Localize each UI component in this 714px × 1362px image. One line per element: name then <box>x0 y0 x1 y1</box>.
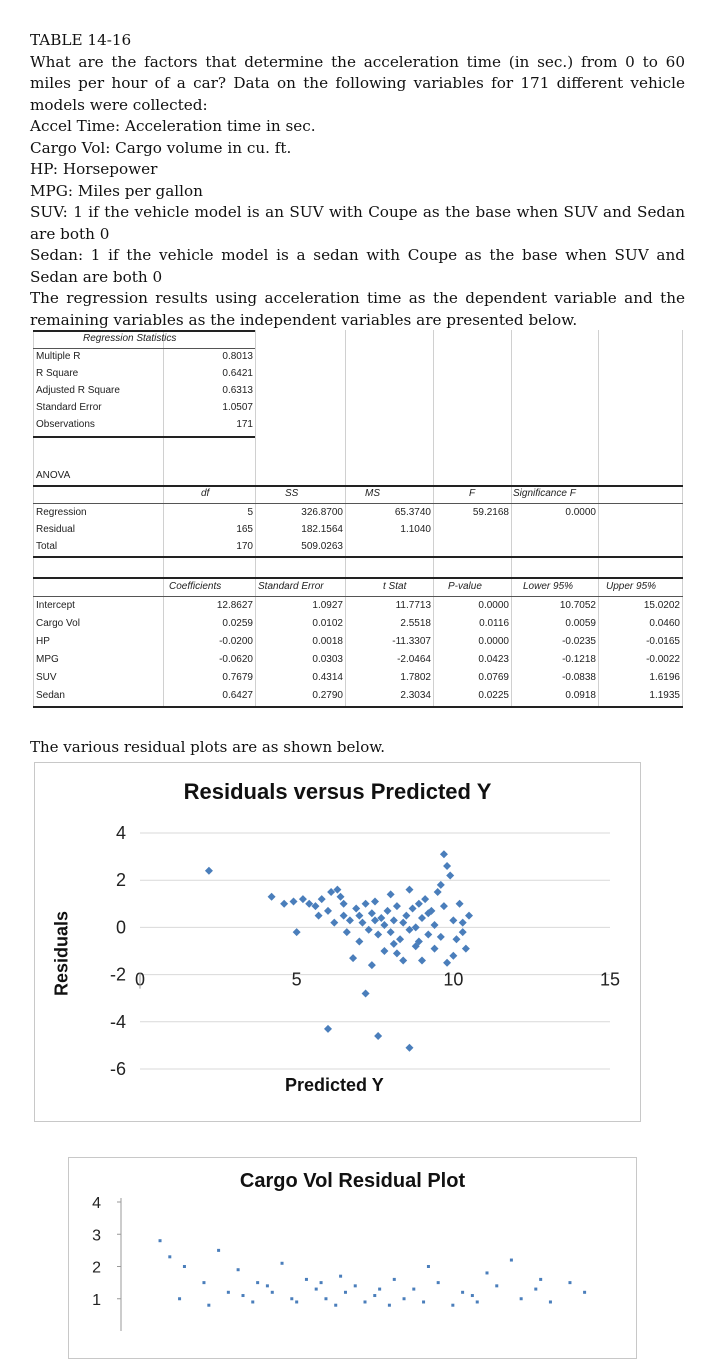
coef-cell: 2.3034 <box>400 690 431 701</box>
data-point <box>440 902 448 910</box>
coef-cell: 0.0102 <box>312 618 343 629</box>
data-point <box>380 947 388 955</box>
data-point <box>405 1044 413 1052</box>
anova-cell: 170 <box>236 541 253 552</box>
coef-row <box>33 652 683 669</box>
data-point <box>384 907 392 915</box>
data-point <box>305 1278 308 1281</box>
data-point <box>476 1300 479 1303</box>
data-point <box>373 1294 376 1297</box>
data-point <box>409 905 417 913</box>
y-tick-label: 2 <box>92 1259 101 1277</box>
data-point <box>393 949 401 957</box>
coef-cell: -0.0838 <box>562 672 596 683</box>
data-point <box>402 912 410 920</box>
data-point <box>462 945 470 953</box>
coef-row-label: HP <box>36 636 50 647</box>
coef-cell: 1.1935 <box>649 690 680 701</box>
data-point <box>268 893 276 901</box>
data-point <box>486 1271 489 1274</box>
reg-stats-header: Regression Statistics <box>83 333 177 344</box>
stat-label: Standard Error <box>36 402 102 413</box>
data-point <box>583 1291 586 1294</box>
y-tick-label: -6 <box>109 1059 126 1079</box>
coef-cell: 0.0460 <box>649 618 680 629</box>
anova-cell: 5 <box>247 507 253 518</box>
coef-cell: 0.0225 <box>478 690 509 701</box>
stat-label: Multiple R <box>36 351 81 362</box>
y-tick-label: -4 <box>109 1011 126 1032</box>
x-tick-label: 0 <box>134 969 146 990</box>
coef-row-label: Intercept <box>36 600 75 611</box>
data-point <box>399 919 407 927</box>
data-point <box>461 1291 464 1294</box>
data-point <box>217 1249 220 1252</box>
data-point <box>202 1281 205 1284</box>
data-point <box>318 895 326 903</box>
x-tick-label: 10 <box>443 969 464 990</box>
chart2-title: Cargo Vol Residual Plot <box>239 1170 466 1192</box>
data-point <box>299 895 307 903</box>
coef-row-label: Sedan <box>36 690 65 701</box>
data-point <box>340 900 348 908</box>
data-point <box>443 862 451 870</box>
data-point <box>320 1281 323 1284</box>
anova-cell: 59.2168 <box>472 507 509 518</box>
data-point <box>334 1304 337 1307</box>
data-point <box>364 1300 367 1303</box>
variable-accel: Accel Time: Acceleration time in sec. <box>30 117 316 135</box>
stat-label: Adjusted R Square <box>36 385 120 396</box>
coef-cell: 11.7713 <box>395 600 431 611</box>
data-point <box>315 912 323 920</box>
data-point <box>437 881 445 889</box>
data-point <box>422 1300 425 1303</box>
data-point <box>387 928 395 936</box>
data-point <box>495 1284 498 1287</box>
data-point <box>456 900 464 908</box>
data-point <box>459 919 467 927</box>
y-tick-label: -2 <box>109 964 126 985</box>
data-point <box>421 895 429 903</box>
data-point <box>290 1297 293 1300</box>
coef-cell: -11.3307 <box>392 636 431 647</box>
data-point <box>266 1284 269 1287</box>
anova-cell: 65.3740 <box>394 507 431 518</box>
data-point <box>368 909 376 917</box>
data-point <box>539 1278 542 1281</box>
coef-cell: 15.0202 <box>643 600 680 611</box>
data-point <box>349 954 357 962</box>
anova-header-ss: SS <box>285 488 299 499</box>
residual-intro: The various residual plots are as shown below. <box>30 738 386 756</box>
data-point <box>324 907 332 915</box>
coef-cell: 0.0769 <box>478 672 509 683</box>
data-point <box>315 1288 318 1291</box>
data-point <box>440 850 448 858</box>
data-point <box>446 871 454 879</box>
y-tick-label: 3 <box>92 1227 101 1245</box>
data-point <box>358 919 366 927</box>
data-point <box>418 956 426 964</box>
coef-header: Upper 95% <box>606 581 657 592</box>
data-point <box>290 897 298 905</box>
data-point <box>520 1297 523 1300</box>
coef-cell: 0.0116 <box>479 618 509 629</box>
data-point <box>418 914 426 922</box>
data-point <box>371 897 379 905</box>
y-tick-label: 4 <box>115 823 126 843</box>
variable-mpg: MPG: Miles per gallon <box>30 181 203 200</box>
data-point <box>168 1255 171 1258</box>
data-point <box>355 938 363 946</box>
coef-cell: 1.0927 <box>312 600 343 611</box>
coef-cell: -2.0464 <box>397 654 431 665</box>
data-point <box>183 1265 186 1268</box>
chart1-xlabel: Predicted Y <box>285 1075 384 1095</box>
data-point <box>437 933 445 941</box>
data-point <box>368 961 376 969</box>
coef-cell: -0.0200 <box>219 636 253 647</box>
anova-title: ANOVA <box>36 470 71 481</box>
coef-cell: 2.5518 <box>400 618 431 629</box>
coef-cell: 0.6427 <box>222 690 253 701</box>
data-point <box>510 1259 513 1262</box>
data-point <box>465 912 473 920</box>
data-point <box>295 1300 298 1303</box>
data-point <box>343 928 351 936</box>
data-point <box>396 935 404 943</box>
coef-cell: 10.7052 <box>559 600 596 611</box>
data-point <box>393 1278 396 1281</box>
stat-value: 171 <box>236 419 253 430</box>
anova-row-label: Regression <box>36 507 87 518</box>
coef-header: Coefficients <box>169 581 222 592</box>
coef-row <box>33 616 683 633</box>
data-point <box>227 1291 230 1294</box>
variable-cargo: Cargo Vol: Cargo volume in cu. ft. <box>30 138 292 157</box>
data-point <box>178 1297 181 1300</box>
data-point <box>452 935 460 943</box>
data-point <box>459 928 467 936</box>
data-point <box>374 930 382 938</box>
chart1-ylabel: Residuals <box>51 910 72 997</box>
data-point <box>352 905 360 913</box>
coef-cell: 12.8627 <box>216 600 253 611</box>
data-point <box>207 1304 210 1307</box>
question-intro: What are the factors that determine the acceleration time (in sec.) from 0 to 60 miles per hour of a car? Data on the following variables for 171 different vehicle models were collected: <box>30 52 685 114</box>
data-point <box>271 1291 274 1294</box>
anova-cell: 182.1564 <box>301 524 343 535</box>
coef-cell: 1.7802 <box>400 672 431 683</box>
data-point <box>362 989 370 997</box>
anova-cell: 165 <box>236 524 253 535</box>
anova-cell: 509.0263 <box>301 541 343 552</box>
data-point <box>330 919 338 927</box>
chart1-title: Residuals versus Predicted Y <box>183 779 492 804</box>
y-tick-label: 0 <box>115 917 126 938</box>
data-point <box>431 945 439 953</box>
data-point <box>412 1288 415 1291</box>
anova-row-label: Residual <box>36 524 75 535</box>
data-point <box>293 928 301 936</box>
data-point <box>388 1304 391 1307</box>
data-point <box>281 1262 284 1265</box>
coef-header: Standard Error <box>258 581 324 592</box>
x-tick-label: 5 <box>291 969 302 990</box>
data-point <box>549 1300 552 1303</box>
data-point <box>159 1239 162 1242</box>
data-point <box>434 888 442 896</box>
coef-row <box>33 688 683 705</box>
data-point <box>205 867 213 875</box>
coef-cell: 0.0000 <box>478 600 509 611</box>
coef-row-label: Cargo Vol <box>36 618 80 629</box>
data-point <box>399 956 407 964</box>
anova-cell: 1.1040 <box>400 524 431 535</box>
anova-cell: 0.0000 <box>565 507 596 518</box>
data-point <box>251 1300 254 1303</box>
coef-cell: -0.0620 <box>219 654 253 665</box>
data-point <box>534 1288 537 1291</box>
data-point <box>387 890 395 898</box>
data-point <box>405 886 413 894</box>
table-id: TABLE 14-16 <box>30 31 132 49</box>
coef-cell: -0.1218 <box>562 654 596 665</box>
coef-row-label: SUV <box>36 672 57 683</box>
data-point <box>256 1281 259 1284</box>
data-point <box>427 1265 430 1268</box>
residuals-vs-predicted-plot <box>35 763 640 1121</box>
coef-cell: 1.6196 <box>649 672 680 683</box>
stat-value: 0.6421 <box>222 368 253 379</box>
data-point <box>324 1297 327 1300</box>
coef-header: P-value <box>448 581 482 592</box>
data-point <box>362 900 370 908</box>
data-point <box>324 1025 332 1033</box>
data-point <box>449 952 457 960</box>
data-point <box>374 1032 382 1040</box>
stat-label: Observations <box>36 419 95 430</box>
data-point <box>568 1281 571 1284</box>
data-point <box>437 1281 440 1284</box>
anova-row-label: Total <box>36 541 58 552</box>
x-tick-label: 15 <box>599 969 621 990</box>
data-point <box>337 893 345 901</box>
data-point <box>403 1297 406 1300</box>
coef-cell: -0.0165 <box>646 636 680 647</box>
variable-suv: SUV: 1 if the vehicle model is an SUV with Coupe as the base when SUV and Sedan are both 0 <box>30 203 685 243</box>
coef-cell: 0.0918 <box>565 690 596 701</box>
data-point <box>451 1304 454 1307</box>
anova-cell: 326.8700 <box>301 507 343 518</box>
stat-label: R Square <box>36 368 79 379</box>
data-point <box>449 916 457 924</box>
data-point <box>339 1275 342 1278</box>
anova-header-f: F <box>469 488 476 499</box>
y-tick-label: 4 <box>92 1195 101 1212</box>
coef-cell: 0.0423 <box>478 654 509 665</box>
data-point <box>378 1288 381 1291</box>
data-point <box>354 1284 357 1287</box>
coef-row <box>33 634 683 651</box>
data-point <box>443 959 451 967</box>
coef-cell: 0.0059 <box>565 618 596 629</box>
coef-row-label: MPG <box>36 654 59 665</box>
anova-header-df: df <box>201 488 210 499</box>
coef-cell: 0.2790 <box>312 690 343 701</box>
coef-cell: -0.0022 <box>646 654 680 665</box>
data-point <box>415 900 423 908</box>
residuals-vs-predicted-chart <box>34 762 641 1122</box>
data-point <box>242 1294 245 1297</box>
data-point <box>340 912 348 920</box>
coef-row <box>33 598 683 615</box>
anova-header-ms: MS <box>365 488 380 499</box>
variable-hp: HP: Horsepower <box>30 160 158 178</box>
data-point <box>344 1291 347 1294</box>
coef-cell: 0.0259 <box>222 618 253 629</box>
coef-row <box>33 670 683 687</box>
question-text <box>30 30 685 331</box>
coef-cell: -0.0235 <box>562 636 596 647</box>
data-point <box>390 940 398 948</box>
variable-sedan: Sedan: 1 if the vehicle model is a sedan with Coupe as the base when SUV and Sedan are both 0 <box>30 246 685 286</box>
y-tick-label: 1 <box>92 1291 101 1309</box>
coef-cell: 0.0018 <box>312 636 343 647</box>
data-point <box>355 912 363 920</box>
coef-cell: 0.0000 <box>478 636 509 647</box>
y-tick-label: 2 <box>115 870 126 891</box>
stat-value: 0.6313 <box>222 385 253 396</box>
coef-cell: 0.4314 <box>312 672 343 683</box>
data-point <box>390 916 398 924</box>
coef-cell: 0.0303 <box>312 654 343 665</box>
results-intro: The regression results using acceleration time as the dependent variable and the remaining variables as the independent variables are presented below. <box>30 289 685 329</box>
data-point <box>424 930 432 938</box>
data-point <box>280 900 288 908</box>
data-point <box>393 902 401 910</box>
anova-header-sig: Significance F <box>513 488 576 499</box>
coef-cell: 0.7679 <box>222 672 253 683</box>
coef-header: Lower 95% <box>523 581 574 592</box>
data-point <box>471 1294 474 1297</box>
data-point <box>237 1268 240 1271</box>
cargo-vol-residual-chart <box>68 1157 637 1359</box>
stat-value: 1.0507 <box>222 402 253 413</box>
stat-value: 0.8013 <box>222 351 253 362</box>
coef-header: t Stat <box>383 581 407 592</box>
data-point <box>346 916 354 924</box>
